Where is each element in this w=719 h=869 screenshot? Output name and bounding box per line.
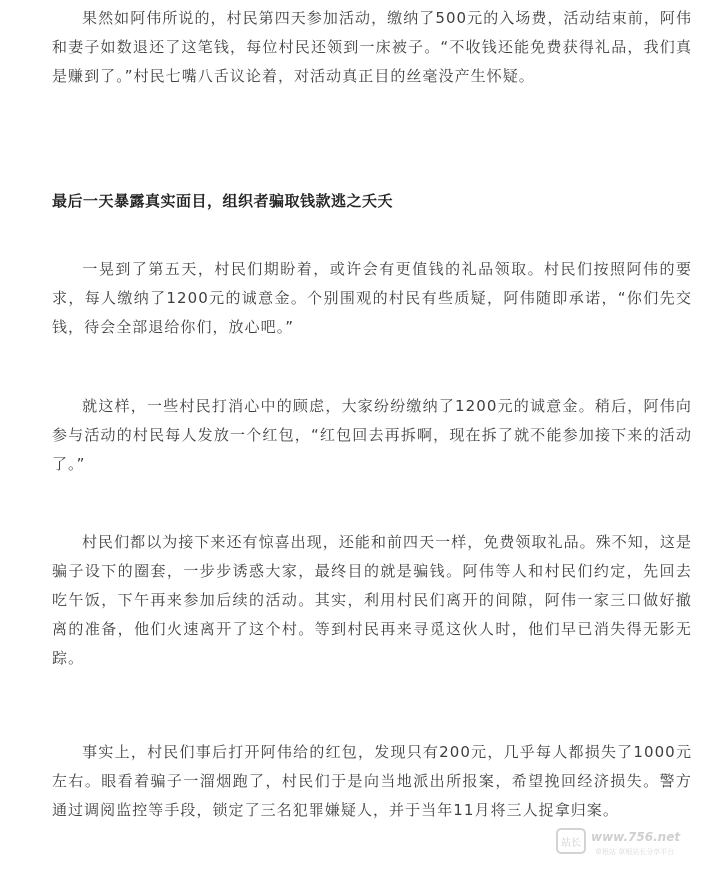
section-heading: 最后一天暴露真实面目，组织者骗取钱款逃之夭夭 [52,192,394,210]
paragraph-3 [52,392,692,479]
paragraph-2-text: 一晃到了第五天，村民们期盼着，或许会有更值钱的礼品领取。村民们按照阿伟的要求，每人缴纳了1200元的诚意金。个别围观的村民有些质疑，阿伟随即承诺，“你们先交钱，待会全部退给你们，放心吧。” [52,260,692,336]
paragraph-1-text: 果然如阿伟所说的，村民第四天参加活动，缴纳了500元的入场费，活动结束前，阿伟和妻子如数退还了这笔钱，每位村民还领到一床被子。“不收钱还能免费获得礼品，我们真是赚到了。”村民七嘴八舌议论着，对活动真正目的丝毫没产生怀疑。 [52,9,692,85]
watermark-site-text: www.756.net [591,830,681,844]
watermark-logo-icon [555,823,705,859]
paragraph-2 [52,255,692,342]
paragraph-5-text: 事实上，村民们事后打开阿伟给的红包，发现只有200元，几乎每人都损失了1000元左右。眼看着骗子一溜烟跑了，村民们于是向当地派出所报案，希望挽回经济损失。警方通过调阅监控等手段，锁定了三名犯罪嫌疑人，并于当年11月将三人捉拿归案。 [52,743,692,819]
paragraph-4 [52,528,692,673]
site-watermark [555,823,705,859]
watermark-badge-text: 站长 [561,838,581,849]
watermark-tagline-text: 草根站 草根站长分享平台 [595,848,675,856]
paragraph-4-text: 村民们都以为接下来还有惊喜出现，还能和前四天一样，免费领取礼品。殊不知，这是骗子设下的圈套，一步步诱惑大家，最终目的就是骗钱。阿伟等人和村民们约定，先回去吃午饭，下午再来参加后续的活动。其实，利用村民们离开的间隙，阿伟一家三口做好撤离的准备，他们火速离开了这个村。等到村民再来寻觅这伙人时，他们早已消失得无影无踪。 [52,533,692,667]
paragraph-1 [52,4,692,91]
paragraph-5 [52,738,692,825]
paragraph-3-text: 就这样，一些村民打消心中的顾虑，大家纷纷缴纳了1200元的诚意金。稍后，阿伟向参与活动的村民每人发放一个红包，“红包回去再拆啊，现在拆了就不能参加接下来的活动了。” [52,397,692,473]
